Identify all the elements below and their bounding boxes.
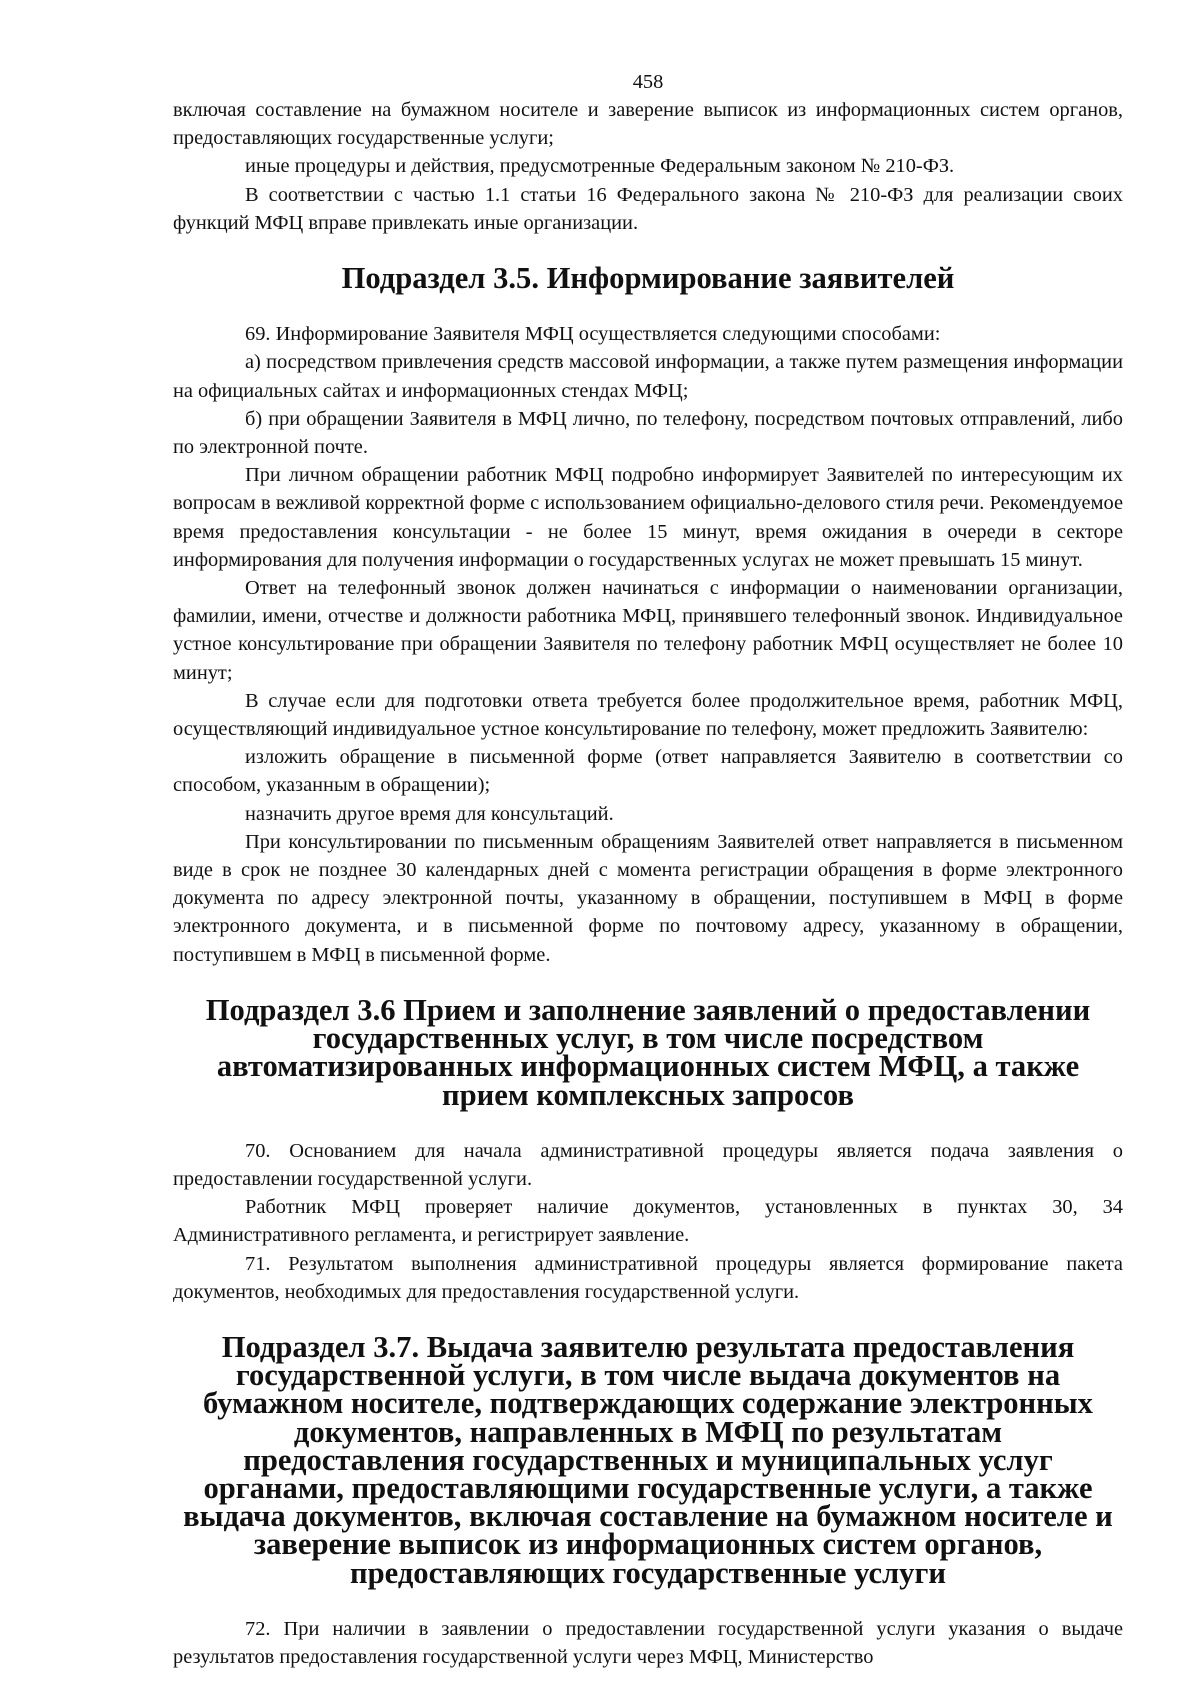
section-heading: Подраздел 3.5. Информирование заявителей — [341, 261, 955, 296]
paragraph: 71. Результатом выполнения административной процедуры является формирование пакета документов, необходимых для предоставления государственной услуги. — [173, 1252, 1123, 1303]
paragraph: Ответ на телефонный звонок должен начинаться с информации о наименовании организации, фамилии, имени, отчестве и должности работника МФЦ, принявшего телефонный звонок. Индивидуальное устное консультирование при обращении Заявителя по телефону работник МФЦ осуществляет не более 10 минут; — [173, 577, 1123, 684]
paragraph: 72. При наличии в заявлении о предоставлении государственной услуги указания о выдаче результатов предоставления государственной услуги через МФЦ, Министерство — [173, 1617, 1123, 1668]
paragraph: При личном обращении работник МФЦ подробно информирует Заявителей по интересующим их вопросам в вежливой корректной форме с использованием официально-делового стиля речи. Рекомендуемое время предоставления консультации - не более 15 минут, время ожидания в очереди в секторе информирования для получения информации о государственных услугах не может превышать 15 минут. — [173, 464, 1123, 571]
section-heading: Подраздел 3.7. Выдача заявителю результата предоставления государственной услуги, в том числе выдача документов на бумажном носителе, подтверждающих содержание электронных документов, направленных в МФЦ по результатам предоставления государственных и муниципальных услуг органами, предоставляющими государственные услуги, а также выдача документов, включая составление на бумажном носителе и заверение выписок из информационных систем органов, предоставляющих государственные услуги — [183, 1329, 1113, 1590]
document-body — [173, 96, 1123, 1671]
section-heading: Подраздел 3.6 Прием и заполнение заявлений о предоставлении государственных услуг, в том числе посредством автоматизированных информационных систем МФЦ, а также прием комплексных запросов — [205, 992, 1091, 1112]
paragraph: изложить обращение в письменной форме (ответ направляется Заявителю в соответствии со способом, указанным в обращении); — [173, 746, 1123, 797]
paragraph: б) при обращении Заявителя в МФЦ лично, по телефону, посредством почтовых отправлений, либо по электронной почте. — [173, 407, 1123, 459]
paragraph: 69. Информирование Заявителя МФЦ осуществляется следующими способами: — [245, 323, 941, 346]
document-page — [173, 68, 1123, 1671]
paragraph: При консультировании по письменным обращениям Заявителей ответ направляется в письменном виде в срок не позднее 30 календарных дней с момента регистрации обращения в форме электронного документа по адресу электронной почты, указанному в обращении, поступившем в МФЦ в форме электронного документа, и в письменной форме по почтовому адресу, указанному в обращении, поступившем в МФЦ в письменной форме. — [173, 830, 1123, 966]
paragraph: В соответствии с частью 1.1 статьи 16 Федерального закона № 210-ФЗ для реализации своих функций МФЦ вправе привлекать иные организации. — [173, 183, 1123, 234]
page-number: 458 — [632, 71, 664, 93]
paragraph: а) посредством привлечения средств массовой информации, а также путем размещения информации на официальных сайтах и информационных стендах МФЦ; — [173, 351, 1123, 402]
paragraph: В случае если для подготовки ответа требуется более продолжительное время, работник МФЦ, осуществляющий индивидуальное устное консультирование по телефону, может предложить Заявителю: — [173, 689, 1123, 741]
paragraph: 70. Основанием для начала административной процедуры является подача заявления о предоставлении государственной услуги. — [173, 1139, 1123, 1190]
paragraph: Работник МФЦ проверяет наличие документов, установленных в пунктах 30, 34 Административного регламента, и регистрирует заявление. — [173, 1196, 1123, 1247]
paragraph: назначить другое время для консультаций. — [245, 802, 614, 825]
paragraph: иные процедуры и действия, предусмотренные Федеральным законом № 210-ФЗ. — [245, 155, 955, 178]
paragraph: включая составление на бумажном носителе и заверение выписок из информационных систем органов, предоставляющих государственные услуги; — [173, 99, 1123, 150]
